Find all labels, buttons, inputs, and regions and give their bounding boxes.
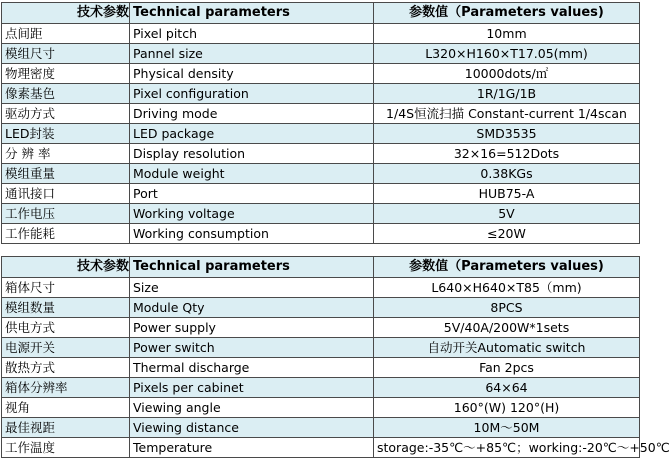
param-en-cell: Pixel pitch: [130, 24, 374, 44]
param-value-cell: storage:-35℃～+85℃；working:-20℃～+50℃: [374, 438, 640, 458]
table-row: [2, 104, 640, 124]
param-value-cell: 1/4S恒流扫描 Constant-current 1/4scan: [374, 104, 640, 124]
table-row: [2, 84, 640, 104]
param-value-cell: 1R/1G/1B: [374, 84, 640, 104]
param-cn-cell: 工作电压: [2, 204, 130, 224]
param-value-cell: 5V/40A/200W*1sets: [374, 318, 640, 338]
header-cn-label: 技术参数: [2, 257, 130, 278]
param-value-cell: 10mm: [374, 24, 640, 44]
table-row: [2, 184, 640, 204]
param-value-cell: HUB75-A: [374, 184, 640, 204]
param-cn-cell: 点间距: [2, 24, 130, 44]
param-en-cell: LED package: [130, 124, 374, 144]
table-row: [2, 298, 640, 318]
table-row: [2, 358, 640, 378]
param-value-cell: ≤20W: [374, 224, 640, 244]
table-row: [2, 124, 640, 144]
table-row: [2, 398, 640, 418]
table-row: [2, 418, 640, 438]
param-value-cell: 0.38KGs: [374, 164, 640, 184]
table-row: [2, 278, 640, 298]
param-value-cell: 5V: [374, 204, 640, 224]
header-value-label: 参数值（Parameters values): [374, 3, 640, 24]
param-cn-cell: 模组数量: [2, 298, 130, 318]
param-value-cell: 8PCS: [374, 298, 640, 318]
param-en-cell: Module Qty: [130, 298, 374, 318]
param-en-cell: Working voltage: [130, 204, 374, 224]
param-value-cell: 10M～50M: [374, 418, 640, 438]
param-en-cell: Temperature: [130, 438, 374, 458]
param-cn-cell: 模组重量: [2, 164, 130, 184]
param-cn-cell: 散热方式: [2, 358, 130, 378]
table-row: [2, 438, 640, 458]
table-row: [2, 144, 640, 164]
module-spec-table-body: [2, 3, 640, 244]
header-en-label: Technical parameters: [130, 257, 374, 278]
param-en-cell: Thermal discharge: [130, 358, 374, 378]
module-spec-table: [1, 2, 640, 244]
param-en-cell: Power switch: [130, 338, 374, 358]
param-value-cell: SMD3535: [374, 124, 640, 144]
param-cn-cell: 通讯接口: [2, 184, 130, 204]
param-value-cell: L640×H640×T85（mm): [374, 278, 640, 298]
param-en-cell: Viewing angle: [130, 398, 374, 418]
header-cn-label: 技术参数: [2, 3, 130, 24]
param-en-cell: Power supply: [130, 318, 374, 338]
param-cn-cell: 供电方式: [2, 318, 130, 338]
param-cn-cell: 箱体尺寸: [2, 278, 130, 298]
cabinet-spec-table-body: [2, 257, 670, 458]
param-cn-cell: 模组尺寸: [2, 44, 130, 64]
table-row: [2, 164, 640, 184]
param-cn-cell: 驱动方式: [2, 104, 130, 124]
param-value-cell: 10000dots/㎡: [374, 64, 640, 84]
table-row: [2, 24, 640, 44]
param-cn-cell: 像素基色: [2, 84, 130, 104]
param-cn-cell: 分 辨 率: [2, 144, 130, 164]
param-cn-cell: 电源开关: [2, 338, 130, 358]
param-value-cell: 64×64: [374, 378, 640, 398]
header-en-label: Technical parameters: [130, 3, 374, 24]
table-row: [2, 378, 640, 398]
param-cn-cell: 工作能耗: [2, 224, 130, 244]
table-row: [2, 44, 640, 64]
table-row: [2, 318, 640, 338]
param-en-cell: Port: [130, 184, 374, 204]
param-en-cell: Driving mode: [130, 104, 374, 124]
param-en-cell: Pixels per cabinet: [130, 378, 374, 398]
table-row: [2, 338, 640, 358]
param-en-cell: Size: [130, 278, 374, 298]
param-en-cell: Viewing distance: [130, 418, 374, 438]
param-en-cell: Physical density: [130, 64, 374, 84]
param-value-cell: Fan 2pcs: [374, 358, 640, 378]
param-cn-cell: LED封装: [2, 124, 130, 144]
table-row: [2, 64, 640, 84]
param-cn-cell: 视角: [2, 398, 130, 418]
table-header-row: [2, 3, 640, 24]
param-en-cell: Display resolution: [130, 144, 374, 164]
table-gap: [0, 246, 642, 256]
param-cn-cell: 物理密度: [2, 64, 130, 84]
table-row: [2, 204, 640, 224]
param-value-cell: 160°(W) 120°(H): [374, 398, 640, 418]
param-cn-cell: 最佳视距: [2, 418, 130, 438]
cabinet-spec-table: [1, 256, 670, 458]
param-value-cell: 自动开关Automatic switch: [374, 338, 640, 358]
param-value-cell: 32×16=512Dots: [374, 144, 640, 164]
table-header-row: [2, 257, 640, 278]
table-row: [2, 224, 640, 244]
param-en-cell: Pannel size: [130, 44, 374, 64]
param-value-cell: L320×H160×T17.05(mm): [374, 44, 640, 64]
header-value-label: 参数值（Parameters values): [374, 257, 640, 278]
param-en-cell: Pixel configuration: [130, 84, 374, 104]
param-cn-cell: 箱体分辨率: [2, 378, 130, 398]
param-en-cell: Module weight: [130, 164, 374, 184]
param-en-cell: Working consumption: [130, 224, 374, 244]
param-cn-cell: 工作温度: [2, 438, 130, 458]
